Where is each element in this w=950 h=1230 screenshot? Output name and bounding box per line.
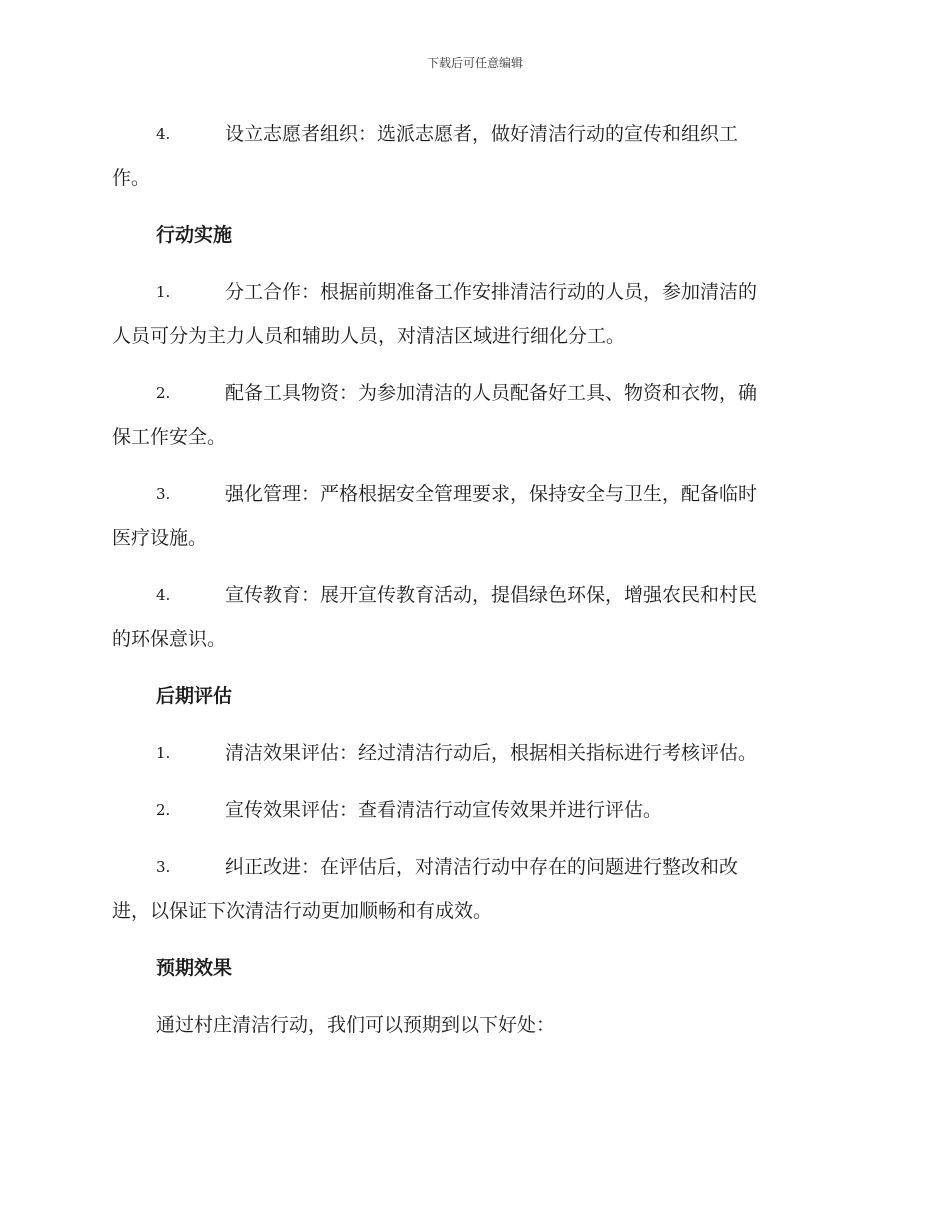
list-text-line: 分工合作：根据前期准备工作安排清洁行动的人员，参加清洁的 [225, 281, 758, 303]
list-text-line: 保工作安全。 [112, 426, 227, 448]
list-text-line: 作。 [112, 167, 151, 189]
list-number: 3. [156, 485, 171, 503]
list-item [112, 371, 832, 459]
list-text-line: 的环保意识。 [112, 628, 227, 650]
list-number: 4. [156, 586, 171, 604]
list-text-line: 强化管理：严格根据安全管理要求，保持安全与卫生，配备临时 [225, 483, 758, 505]
list-item [112, 472, 832, 560]
section-heading: 预期效果 [156, 957, 233, 979]
list-text-line: 宣传教育：展开宣传教育活动，提倡绿色环保，增强农民和村民 [225, 584, 758, 606]
section-heading: 后期评估 [156, 685, 233, 707]
list-text-line: 设立志愿者组织：选派志愿者，做好清洁行动的宣传和组织工 [225, 123, 739, 145]
list-text-line: 清洁效果评估：经过清洁行动后，根据相关指标进行考核评估。 [225, 742, 758, 764]
list-item [112, 112, 832, 200]
list-item [112, 573, 832, 661]
list-number: 1. [156, 744, 171, 762]
page-header: 下载后可任意编辑 [426, 56, 523, 70]
list-number: 2. [156, 384, 171, 402]
list-item [112, 788, 832, 832]
list-number: 1. [156, 283, 171, 301]
list-text-line: 配备工具物资：为参加清洁的人员配备好工具、物资和衣物，确 [225, 382, 758, 404]
list-text-line: 进，以保证下次清洁行动更加顺畅和有成效。 [112, 900, 493, 922]
paragraph: 通过村庄清洁行动，我们可以预期到以下好处： [156, 1014, 556, 1036]
list-text-line: 宣传效果评估：查看清洁行动宣传效果并进行评估。 [225, 799, 663, 821]
list-number: 2. [156, 801, 171, 819]
list-text-line: 人员可分为主力人员和辅助人员，对清洁区域进行细化分工。 [112, 325, 626, 347]
list-item [112, 731, 832, 775]
list-item [112, 270, 832, 358]
list-item [112, 845, 832, 933]
document-body [112, 112, 832, 1060]
list-number: 3. [156, 858, 171, 876]
list-text-line: 医疗设施。 [112, 527, 208, 549]
list-number: 4. [156, 125, 171, 143]
list-text-line: 纠正改进：在评估后，对清洁行动中存在的问题进行整改和改 [225, 856, 739, 878]
section-heading: 行动实施 [156, 224, 233, 246]
